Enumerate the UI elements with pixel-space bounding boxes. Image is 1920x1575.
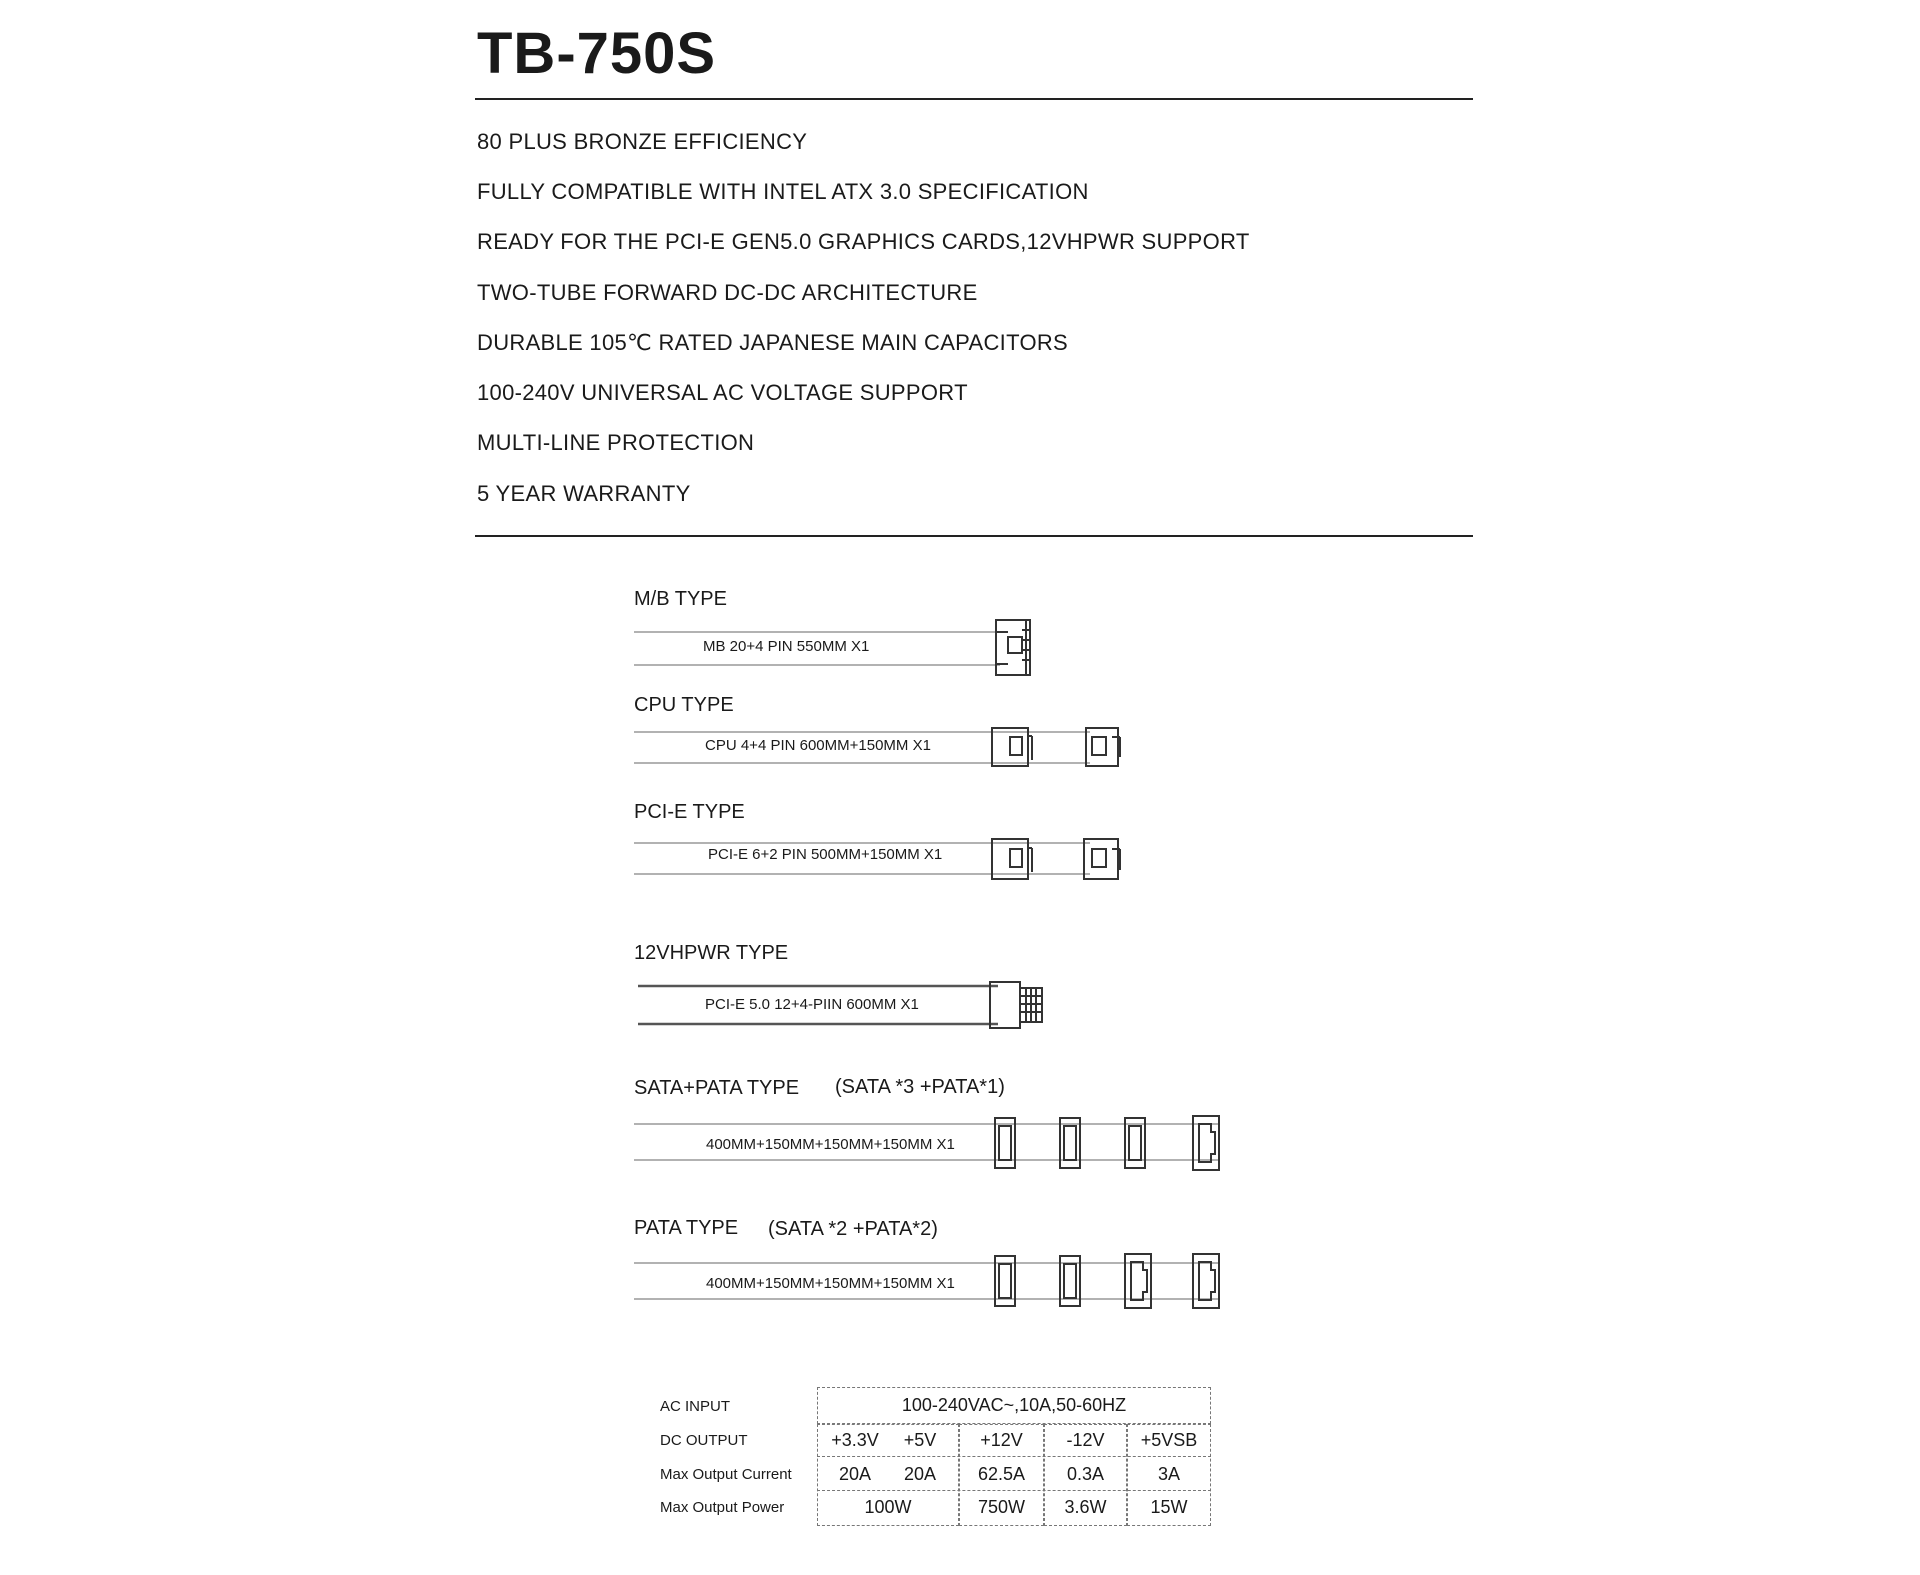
rail-5vsb: +5VSB	[1140, 1430, 1198, 1450]
cable-label-sata-pata: 400MM+150MM+150MM+150MM X1	[706, 1136, 955, 1153]
power-5vsb: 15W	[1150, 1497, 1188, 1517]
rail-5v: +5V	[903, 1430, 937, 1450]
feature-item: 80 PLUS BRONZE EFFICIENCY	[477, 129, 808, 154]
sata-connector-icon	[995, 1118, 1015, 1168]
sata-connector-icon	[1125, 1118, 1145, 1168]
sata-connector-icon	[1060, 1118, 1080, 1168]
feature-item: MULTI-LINE PROTECTION	[477, 430, 755, 455]
hpwr-connector-icon	[990, 982, 1042, 1028]
cable-title-cpu: CPU TYPE	[634, 694, 734, 716]
feature-item: TWO-TUBE FORWARD DC-DC ARCHITECTURE	[477, 280, 978, 305]
rail-3v3: +3.3V	[831, 1430, 879, 1450]
current-12v: 62.5A	[977, 1464, 1026, 1484]
spec-label-max-current: Max Output Current	[660, 1466, 792, 1483]
cable-title-pcie: PCI-E TYPE	[634, 801, 745, 823]
cable-title-sata-pata: SATA+PATA TYPE	[634, 1077, 800, 1099]
pcie-connector-icon	[992, 839, 1120, 879]
feature-item: FULLY COMPATIBLE WITH INTEL ATX 3.0 SPECIFICATION	[477, 179, 1089, 204]
pata-connector-icon	[1193, 1254, 1219, 1308]
cable-label-pcie: PCI-E 6+2 PIN 500MM+150MM X1	[708, 846, 943, 863]
current-3v3: 20A	[838, 1464, 872, 1484]
spec-label-max-power: Max Output Power	[660, 1499, 785, 1516]
product-title: TB-750S	[477, 21, 717, 86]
feature-item: READY FOR THE PCI-E GEN5.0 GRAPHICS CARDS,12VHPWR SUPPORT	[477, 229, 1250, 254]
spec-label-dc-output: DC OUTPUT	[660, 1432, 748, 1449]
cable-label-mb: MB 20+4 PIN 550MM X1	[703, 638, 870, 655]
power-minus12v: 3.6W	[1064, 1497, 1107, 1517]
current-5v: 20A	[903, 1464, 937, 1484]
cable-title-hpwr: 12VHPWR TYPE	[634, 942, 789, 964]
row-divider	[817, 1490, 1211, 1491]
cable-note-pata: (SATA *2 +PATA*2)	[768, 1218, 938, 1240]
power-12v: 750W	[977, 1497, 1026, 1517]
ac-input-value: 100-240VAC~,10A,50-60HZ	[901, 1395, 1127, 1415]
pata-connector-icon	[1125, 1254, 1151, 1308]
row-divider	[817, 1456, 1211, 1457]
spec-label-ac-input: AC INPUT	[660, 1398, 731, 1415]
rail-minus12v: -12V	[1066, 1430, 1105, 1450]
current-minus12v: 0.3A	[1066, 1464, 1105, 1484]
power-3v3-5v: 100W	[864, 1497, 912, 1517]
cable-title-pata: PATA TYPE	[634, 1217, 739, 1239]
current-5vsb: 3A	[1157, 1464, 1181, 1484]
feature-item: 5 YEAR WARRANTY	[477, 481, 691, 506]
sata-connector-icon	[1060, 1256, 1080, 1306]
cable-label-cpu: CPU 4+4 PIN 600MM+150MM X1	[705, 737, 931, 754]
cpu-connector-icon	[992, 728, 1120, 766]
feature-item: 100-240V UNIVERSAL AC VOLTAGE SUPPORT	[477, 380, 968, 405]
cable-label-hpwr: PCI-E 5.0 12+4-PIIN 600MM X1	[705, 996, 919, 1013]
rail-12v: +12V	[980, 1430, 1023, 1450]
cable-label-pata: 400MM+150MM+150MM+150MM X1	[706, 1275, 955, 1292]
feature-item: DURABLE 105℃ RATED JAPANESE MAIN CAPACITORS	[477, 330, 1069, 355]
cable-note-sata-pata: (SATA *3 +PATA*1)	[835, 1076, 1005, 1098]
cable-title-mb: M/B TYPE	[634, 588, 727, 610]
mb-connector-icon	[996, 620, 1030, 675]
sata-connector-icon	[995, 1256, 1015, 1306]
